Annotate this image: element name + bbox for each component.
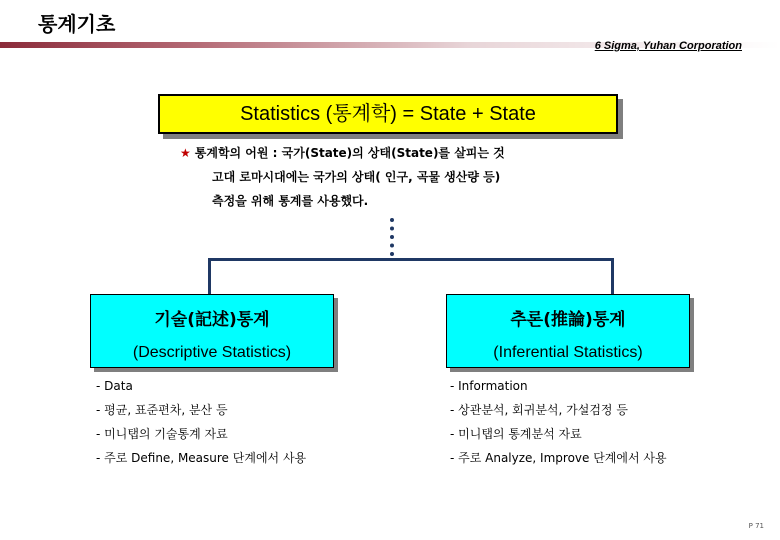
list-item: - 미니탭의 통계분석 자료 [450,427,582,441]
inferential-korean-title: 추론(推論)통계 [510,310,626,330]
statistics-formula-box: Statistics (통계학) = State + State [158,94,618,134]
inferential-statistics-box [446,294,690,368]
page-title: 통계기초 [38,12,116,36]
descriptive-english-title: (Descriptive Statistics) [132,344,292,361]
list-item: - 평균, 표준편차, 분산 등 [96,403,228,417]
connector-dashed [390,218,394,256]
star-icon: ★ [180,146,191,160]
connector-left [208,258,211,294]
list-item: - 주로 Analyze, Improve 단계에서 사용 [450,451,667,465]
connector-right [611,258,614,294]
page-number: P 71 [748,522,764,530]
connector-horizontal [208,258,614,261]
descriptive-list [96,378,306,474]
list-item: - 주로 Define, Measure 단계에서 사용 [96,451,307,465]
inferential-list [450,378,667,474]
descriptive-korean-title: 기술(記述)통계 [154,310,270,330]
list-item: - Data [96,379,133,393]
etymology-line: ★ 통계학의 어원 : 국가(State)의 상태(State)를 살피는 것 [180,146,505,160]
list-item: - Information [450,379,528,393]
description-line: 측정을 위해 통계를 사용했다. [212,194,369,208]
list-item: - 상관분석, 회귀분석, 가설검정 등 [450,403,628,417]
list-item: - 미니탭의 기술통계 자료 [96,427,228,441]
descriptive-statistics-box [90,294,334,368]
inferential-english-title: (Inferential Statistics) [493,344,643,361]
description-line: 고대 로마시대에는 국가의 상태( 인구, 곡물 생산량 등) [212,170,501,184]
corporation-label: 6 Sigma, Yuhan Corporation [594,40,742,52]
